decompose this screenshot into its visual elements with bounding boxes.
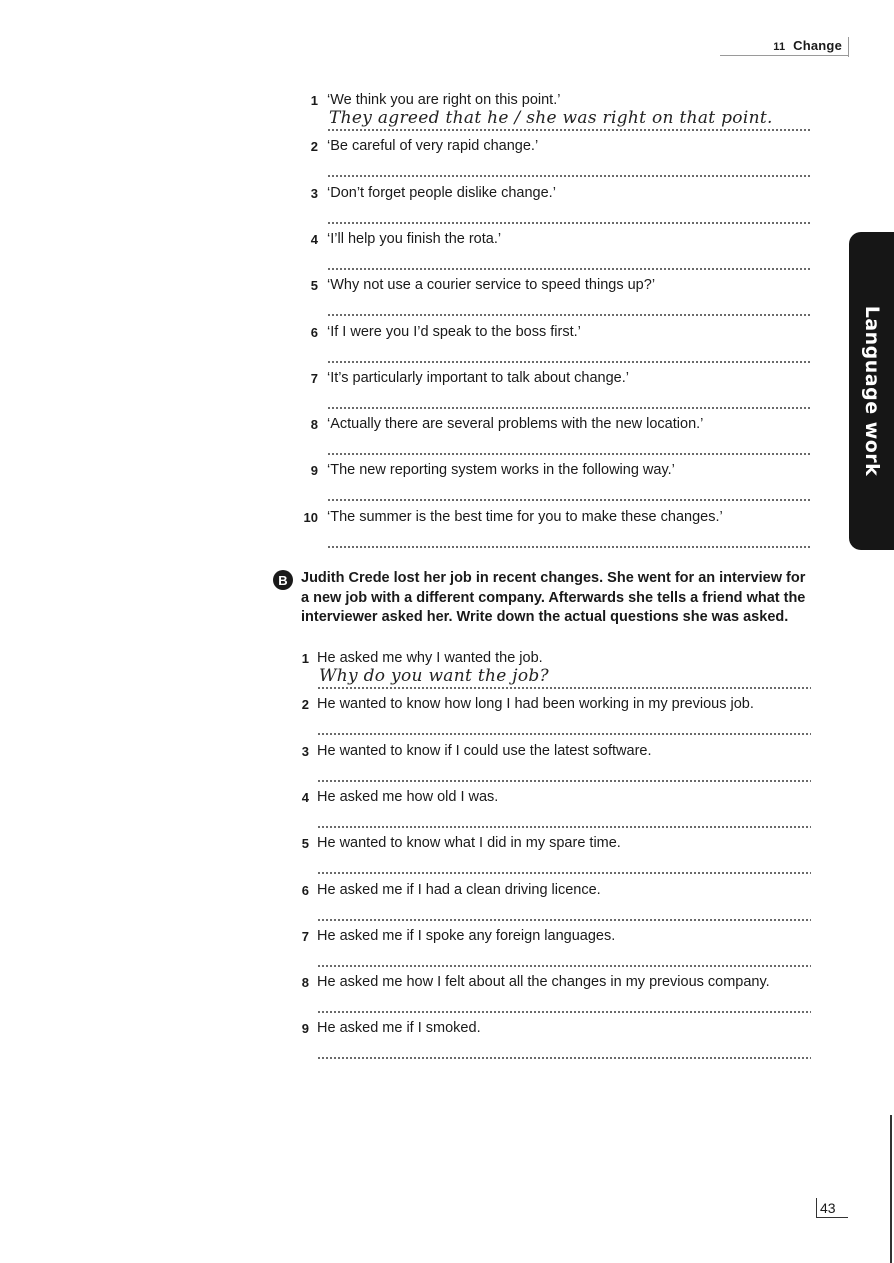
answer-line[interactable] — [317, 872, 811, 874]
running-header — [773, 38, 842, 53]
item-number: 4 — [310, 231, 318, 247]
item-number: 10 — [303, 509, 318, 525]
section-b-badge: B — [273, 570, 293, 590]
section-b-instructions: Judith Crede lost her job in recent changes. She went for an interview for a new job with a different company. Afterwards she tells a friend what the interviewer asked her. Write down the actual questions she was asked. — [301, 570, 806, 625]
item-prompt: ‘Actually there are several problems with the new location.’ — [327, 416, 704, 433]
answer-line[interactable] — [317, 687, 811, 689]
page-number: 43 — [820, 1200, 836, 1216]
page-number-bracket — [816, 1198, 817, 1218]
item-prompt: He asked me if I had a clean driving licence. — [317, 881, 601, 898]
item-prompt: He wanted to know how long I had been working in my previous job. — [317, 696, 754, 713]
item-prompt: ‘The new reporting system works in the following way.’ — [327, 462, 675, 479]
item-prompt: ‘Don’t forget people dislike change.’ — [327, 184, 556, 201]
unit-number: 11 — [773, 41, 786, 53]
page-number-underline — [816, 1217, 848, 1218]
item-prompt: He asked me how old I was. — [317, 788, 499, 805]
item-prompt: He asked me how I felt about all the changes in my previous company. — [317, 974, 770, 991]
item-number: 6 — [301, 882, 309, 898]
answer-line[interactable] — [327, 175, 811, 177]
answer-line[interactable] — [327, 361, 811, 363]
answer-line[interactable] — [317, 780, 811, 782]
side-tab — [849, 232, 894, 550]
handwritten-answer: Why do you want the job? — [319, 666, 549, 686]
item-number: 8 — [301, 975, 309, 991]
item-prompt: ‘Why not use a courier service to speed things up?’ — [327, 277, 656, 294]
item-number: 2 — [310, 139, 318, 155]
item-number: 3 — [301, 743, 309, 759]
answer-line[interactable] — [327, 499, 811, 501]
item-prompt: He wanted to know if I could use the latest software. — [317, 742, 652, 759]
answer-line[interactable] — [327, 268, 811, 270]
item-number: 2 — [301, 697, 309, 713]
item-prompt: ‘The summer is the best time for you to make these changes.’ — [327, 508, 723, 525]
item-prompt: ‘If I were you I’d speak to the boss first.’ — [327, 323, 581, 340]
item-prompt: ‘Be careful of very rapid change.’ — [327, 138, 539, 155]
item-prompt: ‘I’ll help you finish the rota.’ — [327, 230, 502, 247]
item-prompt: He asked me if I smoked. — [317, 1020, 481, 1037]
answer-line[interactable] — [317, 826, 811, 828]
side-tab-label: Language work — [860, 305, 883, 477]
item-number: 7 — [310, 370, 318, 386]
answer-line[interactable] — [317, 919, 811, 921]
item-prompt: He asked me if I spoke any foreign languages. — [317, 927, 616, 944]
item-prompt: He wanted to know what I did in my spare time. — [317, 835, 621, 852]
answer-line[interactable] — [317, 733, 811, 735]
answer-line[interactable] — [327, 129, 811, 131]
item-number: 5 — [301, 836, 309, 852]
item-prompt: ‘It’s particularly important to talk about change.’ — [327, 369, 629, 386]
item-number: 7 — [301, 928, 309, 944]
handwritten-answer: They agreed that he / she was right on that point. — [329, 108, 773, 128]
answer-line[interactable] — [327, 407, 811, 409]
item-number: 9 — [301, 1021, 309, 1037]
answer-line[interactable] — [317, 1057, 811, 1059]
item-number: 8 — [310, 417, 318, 433]
item-number: 5 — [310, 278, 318, 294]
item-number: 1 — [301, 651, 309, 666]
answer-line[interactable] — [327, 222, 811, 224]
item-number: 1 — [310, 93, 318, 108]
header-bar — [848, 37, 849, 57]
answer-line[interactable] — [327, 314, 811, 316]
page-edge-line — [890, 1115, 892, 1263]
item-number: 3 — [310, 185, 318, 201]
item-number: 9 — [310, 463, 318, 479]
item-prompt: ‘We think you are right on this point.’ — [327, 92, 561, 108]
item-number: 4 — [301, 789, 309, 805]
unit-title: Change — [793, 38, 842, 53]
answer-line[interactable] — [327, 453, 811, 455]
header-rule — [720, 55, 848, 56]
item-prompt: He asked me why I wanted the job. — [317, 650, 543, 666]
answer-line[interactable] — [317, 965, 811, 967]
answer-line[interactable] — [317, 1011, 811, 1013]
answer-line[interactable] — [327, 546, 811, 548]
item-number: 6 — [310, 324, 318, 340]
